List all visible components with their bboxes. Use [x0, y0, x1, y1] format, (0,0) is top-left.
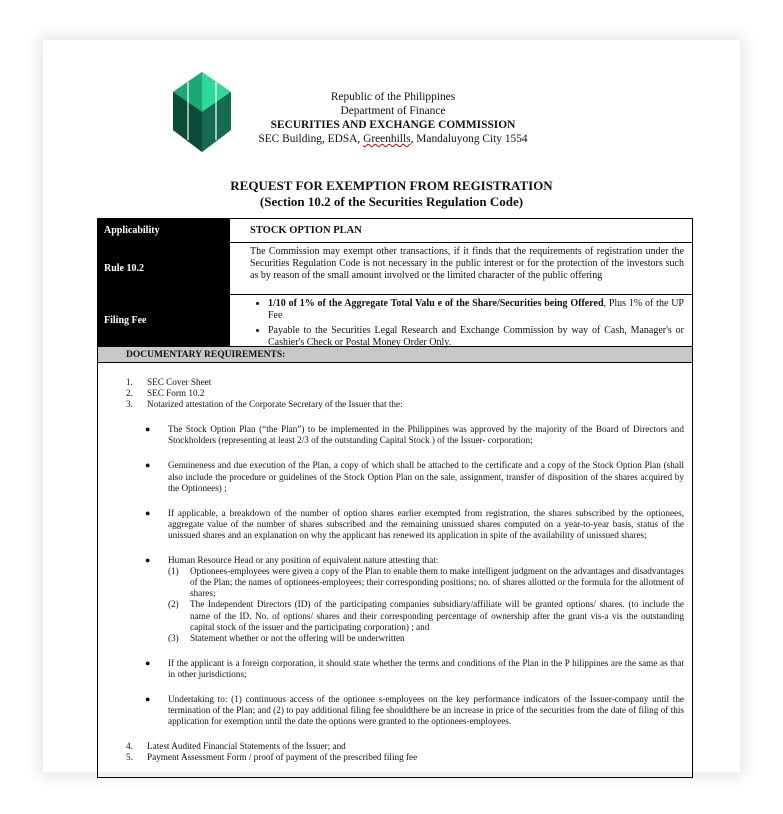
filing-fee-label: Filing Fee [98, 295, 230, 346]
fee-item-rate: • 1/10 of 1% of the Aggregate Total Valu e of the Share/Securities being Offered, Plus 1% of the UP Fee [268, 298, 684, 322]
sub-item: (1) Optionees-employees were given a copy of the Plan to enable them to make intelligent judgment on the advantages and disadvantages of the Plan; the names of optionees-employees; their corresponding positions; no. of shares allotted or the formula for the allotment of shares; [168, 566, 684, 599]
header-commission: SECURITIES AND EXCHANGE COMMISSION [270, 119, 516, 131]
applicability-row [98, 219, 692, 243]
bullet-icon: ● [145, 424, 151, 435]
sec-logo-icon [173, 72, 231, 152]
bullet-item: ● If applicable, a breakdown of the number of option shares earlier exempted from registration, the shares subscribed by the optionees, aggregate value of the number of shares subscribed and the remaining unissued shares computed on a year-to-year basis, status of the unissued shares and an explanation on why the applicant has renewed its application in spite of the availability of unissued shares; [145, 507, 684, 540]
document-page [43, 40, 740, 772]
bullet-item: ● Genuineness and due execution of the Plan, a copy of which shall be attached to the certificate and a copy of the Stock Option Plan (shall also include the procedure or guidelines of the Stock Option Plan on the sale, assignment, transfer of disposition of the shares acquired by the Optionees) ; [145, 460, 684, 493]
list-item: 2. SEC Form 10.2 [126, 388, 205, 399]
bullet-item: ● The Stock Option Plan (“the Plan”) to be implemented in the Philippines was approved by the majority of the Board of Directors and Stockholders (representing at least 2/3 of the outstanding Capital Stock ) of the Issuer- corporation; [145, 424, 684, 446]
form-title-main: REQUEST FOR EXEMPTION FROM REGISTRATION [230, 178, 553, 193]
list-item: 3. Notarized attestation of the Corporate Secretary of the Issuer that the: [126, 399, 403, 410]
applicability-label: Applicability [98, 219, 230, 242]
filing-fee-row [98, 295, 692, 347]
bullet-item: ● Undertaking to: (1) continuous access of the optionee s-employees on the key performance indicators of the Issuer-company until the termination of the Plan; and (2) to pay additional filing fee shouldthere be an increase in price of the securities from the date of filing of this application for exemption until the date the options were granted to the optionees-employees. [145, 693, 684, 727]
rule-row [98, 243, 692, 295]
sub-item: (3) Statement whether or not the offering will be underwritten [168, 632, 405, 643]
bullet-item: ● If the applicant is a foreign corporation, it should state whether the terms and conditions of the Plan in the P hilippines are the same as that in other jurisdictions; [145, 657, 684, 679]
form-title-section: (Section 10.2 of the Securities Regulation Code) [259, 194, 524, 209]
requirements-heading: DOCUMENTARY REQUIREMENTS: [98, 347, 692, 363]
list-item: 5. Payment Assessment Form / proof of payment of the prescribed filing fee [126, 752, 418, 763]
filing-fee-value [230, 295, 692, 346]
bullet-icon: ● [145, 507, 151, 518]
header-address: SEC Building, EDSA, Greenhills, Mandaluyong City 1554 [258, 133, 528, 145]
bullet-icon: ● [145, 657, 151, 668]
bullet-icon: ● [145, 460, 151, 471]
sub-item: (2) The Independent Directors (ID) of the participating companies subsidiary/affiliate will be granted options/ shares. (to include the name of the ID. No. of options/ shares and their corresponding percentage of ownership after the grant vis-a vis the outstanding capital stock of the issuer and the participating corporation) ; and [168, 599, 684, 632]
bullet-icon: ● [145, 693, 151, 704]
header-republic: Republic of the Philippines [330, 91, 456, 103]
exemption-table [97, 218, 693, 778]
agency-header [243, 90, 543, 146]
list-item: 4. Latest Audited Financial Statements of the Issuer; and [126, 741, 346, 752]
bullet-item: ● Human Resource Head or any position of equivalent nature attesting that: (1) Optionees-employees were given a copy of the Plan to enable them to make intelligent judgment on the advantages and disadvantages of the Plan; the names of optionees-employees; their corresponding positions; no. of shares allotted or the formula for the allotment of shares; (2) The Independent Directors (ID) of the participating companies subsidiary/affiliate will be granted options/ shares. (to include the name of the ID. No. of options/ shares and their corresponding percentage of ownership after the grant vis-a vis the outstanding capital stock of the issuer and the participating corporation) ; and (3) Statement whether or not the offering will be underwritten [145, 555, 684, 643]
applicability-value: STOCK OPTION PLAN [250, 224, 362, 236]
bullet-icon: ● [145, 555, 151, 566]
header-department: Department of Finance [340, 105, 446, 117]
requirements-body [98, 363, 692, 777]
form-title [43, 178, 740, 210]
rule-value: The Commission may exempt other transactions, if it finds that the requirements of registration under the Securities Regulation Code is not necessary in the public interest or for the protection of the investors such as by reason of the small amount involved or the limited character of the public offering [250, 246, 684, 281]
list-item: 1. SEC Cover Sheet [126, 377, 212, 387]
fee-item-payment: • Payable to the Securities Legal Research and Exchange Commission by way of Cash, Manager's or Cashier's Check or Postal Money Order Only. [268, 325, 684, 349]
rule-label: Rule 10.2 [98, 243, 230, 294]
